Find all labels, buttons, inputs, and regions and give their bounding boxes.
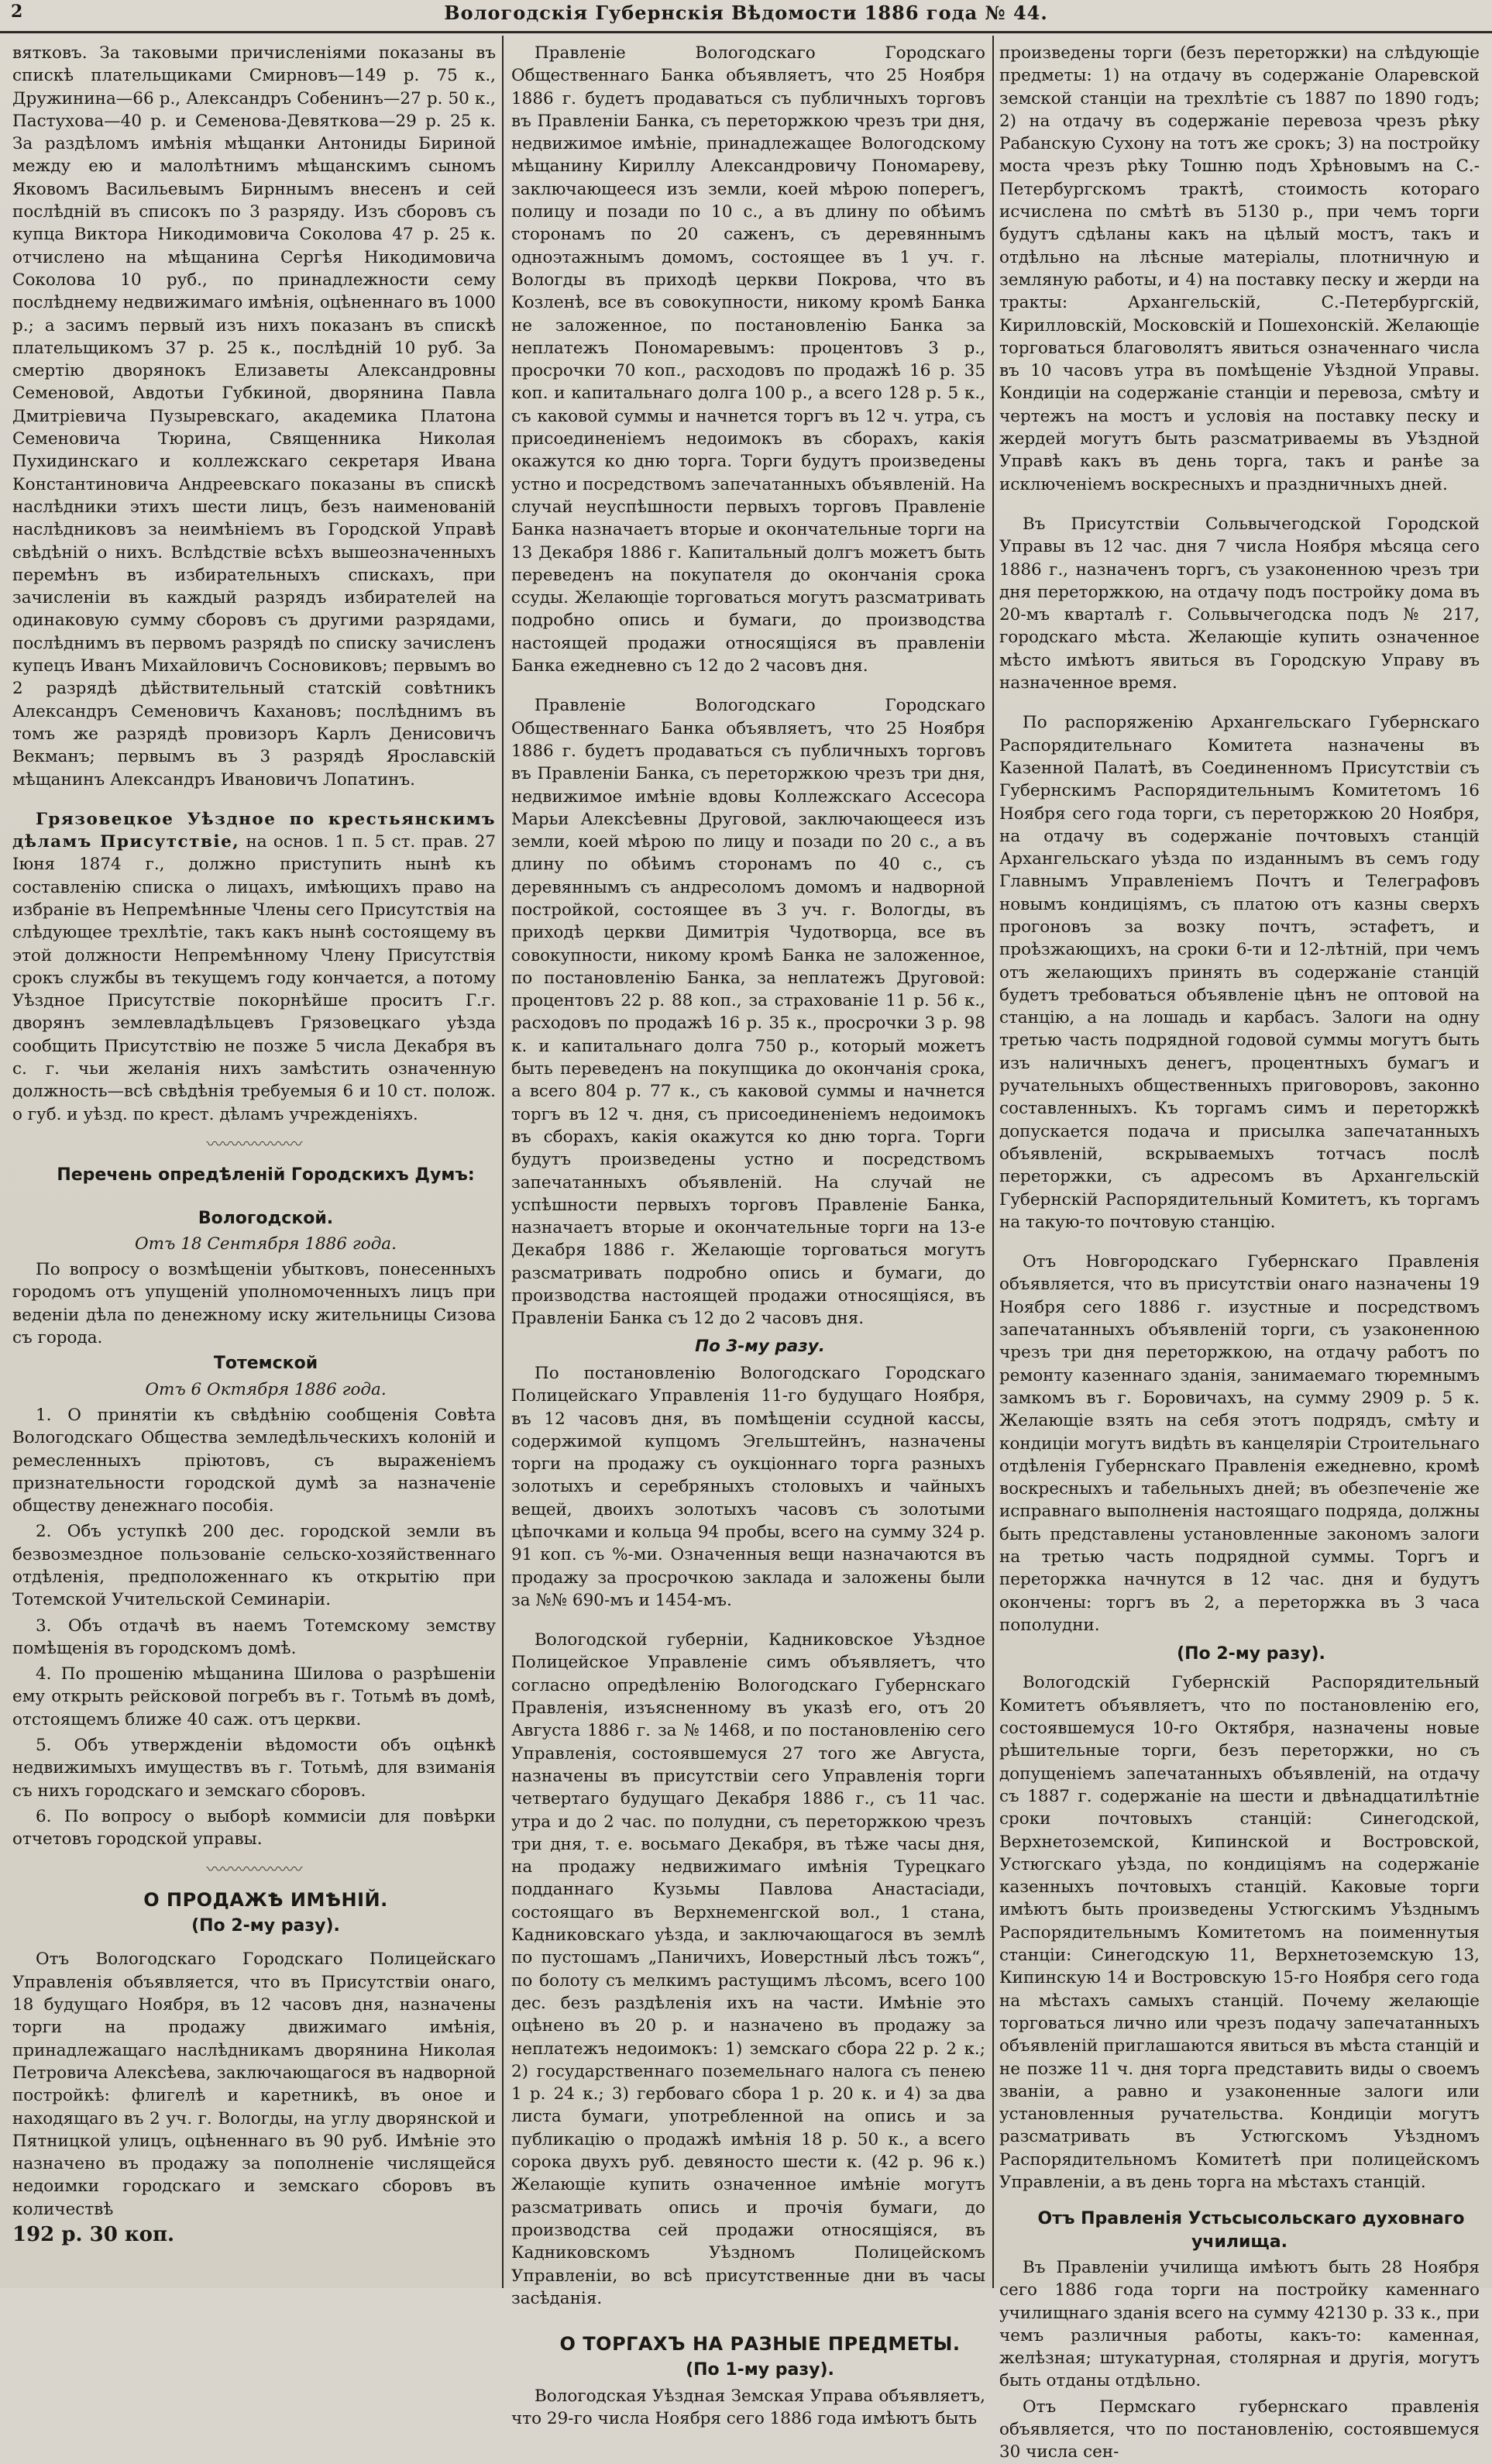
article-gryazovets [12, 808, 496, 1126]
totma-item-3: 3. Объ отдачѣ въ наемъ Тотемскому земству помѣщенія въ городскомъ домѣ. [12, 1616, 496, 1658]
article-vologda-committee: Вологодскій Губернскій Распорядительный Комитетъ объявляетъ, что по постановленію его, состоявшемуся 10-го Октября, назначены новые рѣшительные торги, безъ переторжки, но съ допущеніемъ запечатанныхъ объявленій, на отдачу съ 1887 г. содержаніе на шести и двѣнадцатилѣтніе сроки почтовыхъ станцій: Синегодской, Верхнетоземской, Кипинской и Востровской, Устюгскаго уѣзда, по кондиціямъ на содержаніе казенныхъ почтовыхъ станцій. Каковые торги имѣютъ быть произведены Устюгскимъ Уѣзднымъ Распорядительнымъ Комитетомъ на поименнутыя станціи: Синегодскую 11, Верхнетоземскую 13, Кипинскую 14 и Востровскую 15-го Ноября сего года на мѣстахъ самыхъ станцій. Почему желающіе торговаться лично или чрезъ подачу запечатанныхъ объявленій приглашаются явиться въ мѣста станцій и не позже 11 ч. дня торга представить виды о своемъ званіи, а равно и узаконенные залоги или установленныя ручательства. Кондиціи могутъ разсматривать въ Устюгскомъ Уѣздномъ Распорядительномъ Комитетѣ при полицейскомъ Управленіи, а въ день торга на мѣстахъ станцій. [999, 1673, 1480, 2193]
article-kadnikov-police: Вологодской губерніи, Кадниковское Уѣздное Полицейское Управленіе симъ объявляетъ, что согласно опредѣленію Вологодскаго Губернскаго Правленія, изъясненному въ указѣ его, отъ 20 Августа 1886 г. за № 1468, и по постановленію сего Управленія, состоявшемуся 27 того же Августа, назначены въ присутствіи сего Управленія торги четвертаго будущаго Декабря 1886 г., съ 11 час. утра и до 2 час. по полудни, съ переторжкою чрезъ три дня, т. е. восьмаго Декабря, въ тѣже часы дня, на продажу недвижимаго имѣнія Турецкаго подданнаго Кузьмы Павлова Анастасіади, состоящаго въ Верхнеменгской вол., 1 стана, Кадниковскаго уѣзда, и заключающагося въ землѣ по пустошамъ „Паничихъ, Иоверстный лѣсъ тожъ“, по болоту съ мелкимъ растущимъ лѣсомъ, всего 100 дес. безъ раздѣленія ихъ на части. Имѣніе это оцѣнено въ 20 р. и назначено въ продажу за неплатежъ недоимокъ: 1) земскаго сбора 22 р. 2 к.; 2) государственнаго поземельнаго налога съ пенею 1 р. 24 к.; 3) гербоваго сбора 1 р. 20 к. и 4) за два листа бумаги, употребленной на опись и за публикацію о продажѣ имѣнія 18 р. 50 к., а всего сорока двухъ руб. девяносто шести к. (42 р. 96 к.) Желающіе купить означенное имѣніе могутъ разсматривать опись и прочія бумаги, до производства сей продажи относящіяся, въ Кадниковскомъ Уѣздномъ Полицейскомъ Управленіи, во всѣ присутственные дни въ часы засѣданія. [511, 1630, 985, 2308]
article-gryazovets-lead: Грязовецкое Уѣздное по крестьянскимъ дѣламъ Присутствіе, [12, 809, 496, 852]
article-zemstvo-uprava: Вологодская Уѣздная Земская Управа объявляетъ, что 29-го числа Ноября сего 1886 года имѣютъ быть [511, 2386, 985, 2428]
article-ustsysolsk-heading: Отъ Правленія Устьсысольскаго духовнаго училища. [1037, 2209, 1465, 2252]
city-vologda-text: По вопросу о возмѣщеніи убытковъ, понесенныхъ городомъ отъ упущеній уполномоченныхъ лицъ при веденіи дѣла по денежному иску жительницы Сизова съ города. [12, 1260, 496, 1348]
totma-item-4: 4. По прошенію мѣщанина Шилова о разрѣшеніи ему открыть рейсковой погребъ въ г. Тотьмѣ въ домѣ, отстоящемъ ближе 40 саж. отъ церкви. [12, 1664, 496, 1729]
totma-item-1: 1. О принятіи къ свѣдѣнію сообщенія Совѣта Вологодскаго Общества земледѣльческихъ колоній и ремесленныхъ пріютовъ, съ выраженіемъ признательности городской думѣ за назначеніе обществу денежнаго пособія. [12, 1405, 496, 1516]
city-vologda-heading: Вологодской. [198, 1208, 334, 1228]
article-zemstvo-continued: произведены торги (безъ переторжки) на слѣдующіе предметы: 1) на отдачу въ содержаніе Оларевской земской станціи на трехлѣтіе съ 1887 по 1890 годъ; 2) на отдачу въ содержаніе перевоза чрезъ рѣку Рабанскую Сухону на тотъ же срокъ; 3) на постройку моста чрезъ рѣку Тошню подъ Хрѣновымъ на С.-Петербургскомъ трактѣ, стоимость котораго исчислена по смѣтѣ въ 5130 р., при чемъ торги будутъ сдѣланы какъ на цѣлый мостъ, такъ и отдѣльно на лѣсные матеріалы, плотничную и земляную работы, и 4) на поставку песку и жерди на тракты: Архангельскій, С.-Петербургскій, Кирилловскій, Московскій и Пошехонскій. Желающіе торговаться благоволятъ явиться означеннаго числа въ 10 часовъ утра въ помѣщеніе Уѣздной Управы. Кондиціи на содержаніе станціи и перевоза, смѣту и чертежъ на мостъ и условія на поставку песку и жердей могутъ быть разсматриваемы въ Уѣздной Управѣ какъ въ день торга, такъ и ранѣе за исключеніемъ воскресныхъ и праздничныхъ дней. [999, 43, 1480, 494]
article-gryazovets-text: на основ. 1 п. 5 ст. прав. 27 Іюня 1874 г., должно приступить нынѣ къ составленію списка о лицахъ, имѣющихъ право на избраніе въ Непремѣнные Члены сего Присутствія на слѣдующее трехлѣтіе, такъ какъ нынѣ состоящему въ этой должности Непремѣнному Члену Присутствія срокъ службы въ текущемъ году кончается, а потому Уѣздное Присутствіе покорнѣйше проситъ Г.г. дворянъ землевладѣльцевъ Грязовецкаго уѣзда сообщить Присутствію не позже 5 числа Декабря въ с. г. чьи желанія нихъ замѣстить означенную должность—всѣ свѣдѣнія требуемыя 6 и 10 ст. полож. о губ. и уѣзд. по крест. дѣламъ учрежденіяхъ. [12, 832, 497, 1124]
article-bank-drugova: Правленіе Вологодскаго Городскаго Общественнаго Банка объявляетъ, что 25 Ноября 1886 г. будетъ продаваться съ публичныхъ торговъ въ Правленіи Банка, съ переторжкою чрезъ три дня, недвижимое имѣніе вдовы Коллежскаго Ассесора Марьи Алексѣевны Друговой, заключающееся изъ земли, коей мѣрою по лицу и позади по 20 с., а въ длину по обѣимъ сторонамъ по 40 с., съ деревяннымъ съ андресоломъ домомъ и надворной постройкой, состоящее въ 3 уч. г. Вологды, въ приходѣ церкви Димитрія Чудотворца, все въ совокупности, никому кромѣ Банка не заложенное, по постановленію Банка, за неплатежъ Друговой: процентовъ 22 р. 88 коп., за страхованіе 11 р. 56 к., расходовъ по продажѣ 16 р. 35 к., просрочки 3 р. 98 к. и капитальнаго долга 750 р., который можетъ быть переведенъ на покупщика до окончанія срока, а всего 804 р. 77 к., съ каковой суммы и начнется торгъ въ 12 ч. дня, съ присоединеніемъ недоимокъ въ сборахъ, какія окажутся ко дню торга. Торги будутъ произведены устно и посредствомъ запечатанныхъ объявленій. На случай не успѣшности первыхъ торговъ Правленіе Банка, назначаетъ вторые и окончательные торги на 13-е Декабря 1886 г. Желающіе торговаться могутъ разсматривать подробно опись и бумаги, до производства настоящей продажи относящіяся, въ Правленіи Банка съ 12 до 2 часовъ дня. [511, 696, 985, 1329]
article-alekseev-sum: 192 р. 30 коп. [12, 2223, 175, 2247]
page-title: Вологодскія Губернскія Вѣдомости 1886 года № 44. [444, 2, 1048, 24]
subhead-second-time: (По 2-му разу). [1177, 1644, 1325, 1664]
article-ustsysolsk-school: Въ Правленіи училища имѣютъ быть 28 Ноября сего 1886 года торги на постройку каменнаго училищнаго зданія всего на сумму 42130 р. 33 к., при чемъ различныя работы, какъ-то: каменная, желѣзная; штукатурная, столярная и другія, могутъ быть отданы отдѣльно. [999, 2257, 1480, 2391]
article-bank-ponomarev: Правленіе Вологодскаго Городскаго Общественнаго Банка объявляетъ, что 25 Ноября 1886 г. будетъ продаваться съ публичныхъ торговъ въ Правленіи Банка, съ переторжкою чрезъ три дня, недвижимое имѣніе, принадлежащее Вологодскому мѣщанину Кириллу Александровичу Пономареву, заключающееся изъ земли, коей мѣрою поперегъ, полицу и позади по 10 с., а въ длину по обѣимъ сторонамъ по 20 саженъ, съ деревяннымъ одноэтажнымъ домомъ, состоящее въ 1 уч. г. Вологды въ приходѣ церкви Покрова, что въ Козленѣ, все въ совокупности, никому кромѣ Банка не заложенное, по постановленію Банка за неплатежъ Пономаревымъ: процентовъ 3 р., просрочки 70 коп., расходовъ по продажѣ 16 р. 35 коп. и капитальнаго долга 100 р., а всего 128 р. 5 к., съ каковой суммы и начнется торгъ въ 12 ч. утра, съ присоединеніемъ недоимокъ въ сборахъ, какія окажутся ко дню торга. Торги будутъ произведены устно и посредствомъ запечатанныхъ объявленій. На случай неуспѣшности первыхъ торговъ Правленіе Банка назначаетъ вторые и окончательные торги на 13 Декабря 1886 г. Капитальный долгъ можетъ быть переведенъ на покупателя до окончанія срока ссуды. Желающіе торговаться могутъ разсматривать подробно опись и бумаги, до производства настоящей продажи относящіяся въ правленіи Банка ежедневно съ 12 до 2 часовъ дня. [511, 43, 985, 676]
column-1 [12, 42, 496, 2280]
section-title-auctions: О ТОРГАХЪ НА РАЗНЫЕ ПРЕДМЕТЫ. [559, 2333, 961, 2356]
column-2 [511, 42, 985, 2428]
article-novgorod-board: Отъ Новгородскаго Губернскаго Правленія объявляется, что въ присутствіи онаго назначены 19 Ноября сего 1886 г. изустные и посредствомъ запечатанныхъ объявленій торги, съ узаконенною чрезъ три дня переторжкою, на отдачу работъ по ремонту казеннаго зданія, занимаемаго тюремнымъ замкомъ въ г. Боровичахъ, на сумму 2909 р. 5 к. Желающіе взять на себя этотъ подрядъ, смѣту и кондиціи могутъ видѣть въ канцеляріи Строительнаго отдѣленія Губернскаго Правленія ежедневно, кромѣ воскресныхъ и табельныхъ дней; въ обезпеченіе же исправнаго выполненія настоящаго подряда, должны быть представлены установленные закономъ залоги на третью часть подрядной суммы. Торгъ и переторжка начнутся в 12 час. дня и будутъ окончены: торгъ въ 2, а переторжка въ 3 часа пополудни. [999, 1252, 1480, 1635]
list-title: Перечень опредѣленій Городскихъ Думъ: [57, 1165, 475, 1186]
article-voters-list: вятковъ. За таковыми причисленіями показаны въ спискѣ плательщиками Смирновъ—149 р. 75 к., Дружинина—66 р., Александръ Собенинъ—27 р. 50 к., Пастухова—40 р. и Семенова-Девяткова—29 р. 25 к. За раздѣломъ имѣнія мѣщанки Антониды Бириной между ею и малолѣтнимъ мѣщанскимъ сыномъ Яковомъ Васильевымъ Бирннымъ внесенъ и сей послѣдній въ списокъ по 3 разряду. Изъ сборовъ съ купца Виктора Никодимовича Соколова 47 р. 25 к. отчислено на мѣщанина Сергѣя Никодимовича Соколова 10 руб., по принадлежности сему послѣднему недвижимаго имѣнія, оцѣненнаго въ 1000 р.; а засимъ первый изъ нихъ показанъ въ спискѣ плательщикомъ 37 р. 25 к., послѣдній 10 руб. За смертію дворянокъ Елизаветы Александровны Семеновой, Авдотьи Губкиной, дворянина Павла Дмитріевича Пузыревскаго, академика Платона Семеновича Тюрина, Священника Николая Пухидинскаго и коллежскаго секретаря Ивана Константиновича Андреевскаго показаны въ спискѣ наслѣдники этихъ шести лицъ, безъ наименованій наслѣдниковъ за неимѣніемъ въ Городской Управѣ свѣдѣній о нихъ. Вслѣдствіе всѣхъ вышеозначенныхъ перемѣнъ въ избирательныхъ спискахъ, при зачисленіи въ каждый разрядъ избирателей на одинаковую сумму сборовъ съ другими разрядами, послѣднимъ въ первомъ разрядѣ по списку зачисленъ купецъ Иванъ Михайловичъ Сосновиковъ; первымъ во 2 разрядѣ дѣйствительный статскій совѣтникъ Александръ Семеновичъ Кахановъ; послѣднимъ въ томъ же разрядѣ провизоръ Карлъ Денисовичъ Векманъ; первымъ въ 3 разрядѣ Ярославскій мѣщанинъ Александръ Ивановичъ Лопатинъ. [12, 43, 496, 790]
article-arkhangelsk-committee: По распоряженію Архангельскаго Губернскаго Распорядительнаго Комитета назначены въ Казенной Палатѣ, въ Соединенномъ Присутствіи съ Губернскимъ Распорядительнымъ Комитетомъ 16 Ноября сего года торги, съ переторжкою 20 Ноября, на отдачу въ содержаніе почтовыхъ станцій Архангельскаго уѣзда по изданнымъ въ семъ году Главнымъ Управленіемъ Почтъ и Телеграфовъ новымъ кондиціямъ, съ платою отъ казны сверхъ прогоновъ за возку почтъ, эстафетъ, и проѣзжающихъ, на сроки 6-ти и 12-лѣтній, при чемъ отъ желающихъ принять въ содержаніе станцій будетъ требоваться объявленіе цѣнъ не оптовой на станцію, а на лошадь и карбасъ. Залоги на одну третью часть подрядной годовой суммы могутъ быть изъ наличныхъ денегъ, процентныхъ бумагъ и ручательныхъ общественныхъ приговоровъ, законно составленныхъ. Къ торгамъ симъ и переторжкѣ допускается подача и присылка запечатанныхъ объявленій, вскрываемыхъ тотчасъ послѣ переторжки, съ адресомъ въ Архангельскій Губернскій Распорядительный Комитетъ, къ торгамъ на такую-то почтовую станцію. [999, 713, 1480, 1232]
section-title-sales: О ПРОДАЖѢ ИМѢНІЙ. [143, 1888, 388, 1911]
column-rule-1 [502, 36, 504, 2288]
article-alekseev-text: Отъ Вологодскаго Городскаго Полицейскаго Управленія объявляется, что въ Присутствіи онаго, 18 будущаго Ноября, въ 12 часовъ дня, назначены торги на продажу движимаго имѣнія, принадлежащаго наслѣдникамъ дворянина Николая Петровича Алексѣева, заключающагося въ надворной постройкѣ: флигелѣ и каретникѣ, въ оное и находящаго въ 2 уч. г. Вологды, на углу дворянской и Пятницкой улицъ, оцѣненнаго въ 90 руб. Имѣніе это назначено въ продажу за пополненіе числящейся недоимки городскаго и земскаго сборовъ въ количествѣ [12, 1950, 496, 2219]
page-header [0, 0, 1492, 33]
section-sales-subtitle: (По 2-му разу). [191, 1916, 340, 1936]
page-number: 2 [11, 2, 23, 22]
city-totma-heading: Тотемской [213, 1354, 318, 1374]
city-vologda-date: Отъ 18 Сентября 1886 года. [135, 1234, 397, 1254]
article-perm-board: Отъ Пермскаго губернскаго правленія объявляется, что по постановленію, состоявшемуся 30 числа сен- [999, 2397, 1480, 2462]
totma-item-5: 5. Объ утвержденіи вѣдомости объ оцѣнкѣ недвижимыхъ имуществъ въ г. Тотьмѣ, для взиманія съ нихъ городскаго и земскаго сборовъ. [12, 1736, 496, 1801]
totma-item-6: 6. По вопросу о выборѣ коммисіи для повѣрки отчетовъ городской управы. [12, 1806, 496, 1850]
subhead-third-time: По 3-му разу. [695, 1336, 825, 1356]
totma-item-2: 2. Объ уступкѣ 200 дес. городской земли въ безвозмездное пользованіе сельско-хозяйственнаго отдѣленія, предположеннаго къ открытію при Тотемской Учительской Семинаріи. [12, 1522, 496, 1610]
section-auctions-subtitle: (По 1-му разу). [686, 2360, 834, 2380]
article-alekseev-sale [12, 1948, 496, 2221]
ornament-divider-2: 〰〰〰〰〰〰 [206, 1860, 302, 1880]
ornament-divider: 〰〰〰〰〰〰 [206, 1134, 302, 1155]
column-rule-2 [992, 36, 994, 2288]
article-solvychegodsk: Въ Присутствіи Сольвычегодской Городской Управы въ 12 час. дня 7 числа Ноября мѣсяца сего 1886 г., назначенъ торгъ, съ узаконенною чрезъ три дня переторжкою, на отдачу подъ постройку дома въ 20-мъ кварталѣ г. Сольвычегодска подъ № 217, городскаго мѣста. Желающіе купить означенное мѣсто имѣютъ явиться въ Городскую Управу въ назначенное время. [999, 514, 1480, 693]
article-pawnshop-auction: По постановленію Вологодскаго Городскаго Полицейскаго Управленія 11-го будущаго Ноября, въ 12 часовъ дня, въ помѣщеніи ссудной кассы, содержимой купцомъ Эгельштейнъ, назначены торги на продажу съ оукціоннаго торга разныхъ золотыхъ и серебряныхъ столовыхъ и чайныхъ вещей, двоихъ золотыхъ часовъ съ золотыми цѣпочками и кольца 94 пробы, всего на сумму 324 р. 91 коп. съ %-ми. Означенныя вещи назначаются въ продажу за просрочкою заклада и заложены были за №№ 690-мъ и 1454-мъ. [511, 1363, 985, 1610]
city-totma-date: Отъ 6 Октября 1886 года. [145, 1379, 387, 1399]
column-3 [999, 42, 1480, 2462]
